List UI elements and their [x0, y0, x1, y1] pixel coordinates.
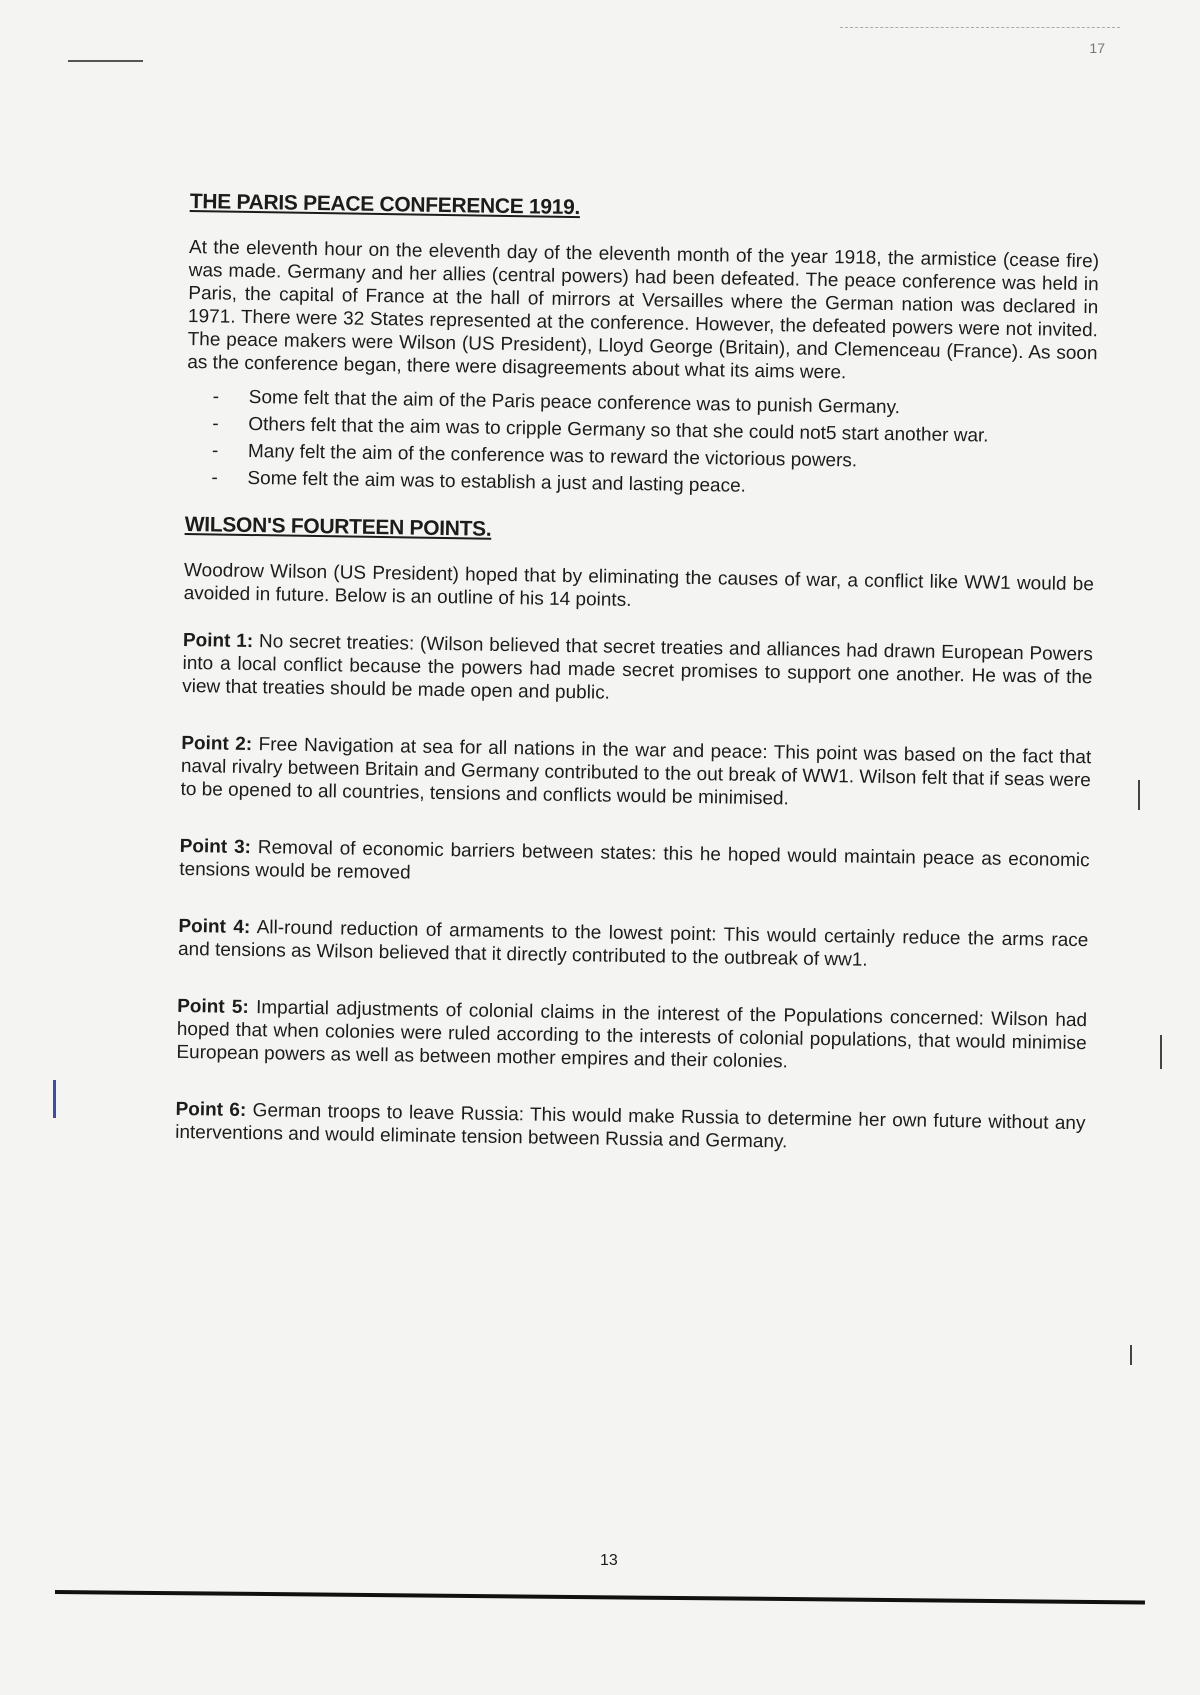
point-text: Free Navigation at sea for all nations in the war and peace: This point was based on the fact that naval rivalry between Britain and Germany contributed to the out break of WW1. Wilson felt that if seas were to be opened to all countries, tensions and conflicts would be minimised. [180, 734, 1092, 810]
margin-ink-mark [1160, 1035, 1162, 1069]
conference-aims-list [211, 386, 1097, 503]
dash-bullet: - [211, 467, 218, 489]
point-label: Point 1: [182, 629, 254, 653]
aim-text: Others felt that the aim was to cripple Germany so that she could not5 start another war. [248, 413, 989, 447]
point-label: Point 6: [175, 1098, 247, 1121]
top-dashed-line [840, 27, 1120, 28]
margin-ink-mark [1130, 1345, 1132, 1365]
point-1-paragraph [182, 629, 1093, 712]
page-content [174, 190, 1099, 1192]
point-text: No secret treaties: (Wilson believed that secret treaties and alliances had drawn European Powers into a local conflict because the powers had made secret promises to support one another. He was of the view that treaties should be made open and public. [182, 631, 1093, 704]
footer-page-number: 13 [600, 1552, 618, 1569]
fourteen-points-intro: Woodrow Wilson (US President) hoped that by eliminating the causes of war, a conflict like WW1 would be avoided in future. Below is an outline of his 14 points. [183, 559, 1095, 611]
section-title-paris-conference: THE PARIS PEACE CONFERENCE 1919. [189, 190, 581, 220]
point-text: German troops to leave Russia: This would make Russia to determine her own future without any interventions and would eliminate tension between Russia and Germany. [175, 1100, 1086, 1153]
point-label: Point 3: [179, 835, 252, 859]
margin-ink-mark [1138, 780, 1140, 810]
paris-conference-intro: At the eleventh hour on the eleventh day of the eleventh month of the year 1918, the armistice (cease fire) was made. Germany and her allies (central powers) had been defeated. The peace conference was held in Paris, the capital of France at the hall of mirrors at Versailles where the German nation was declared in 1971. There were 32 States represented at the conference. However, the defeated powers were not invited. The peace makers were Wilson (US President), Lloyd George (Britain), and Clemenceau (France). As soon as the conference began, there were disagreements about what its aims were. [187, 236, 1100, 384]
point-text: Removal of economic barriers between states: this he hoped would maintain peace as economic tensions would be removed [179, 837, 1090, 884]
point-label: Point 4: [178, 915, 251, 939]
aim-text: Some felt the aim was to establish a just and lasting peace. [247, 467, 747, 497]
dash-bullet: - [212, 386, 220, 408]
point-text: All-round reduction of armaments to the lowest point: This would certainly reduce the arms race and tensions as Wilson believed that it directly contributed to the outbreak of ww1. [177, 917, 1089, 971]
top-page-number: 17 [1089, 40, 1105, 56]
dash-bullet: - [212, 413, 219, 435]
point-3-paragraph [179, 835, 1090, 895]
section-title-fourteen-points: WILSON'S FOURTEEN POINTS. [184, 512, 492, 541]
point-text: Impartial adjustments of colonial claims in the interest of the Populations concerned: Wilson had hoped that when colonies were ruled according to the interests of colonial populations, that would minimise European powers as well as between mother empires and their colonies. [176, 997, 1088, 1073]
point-label: Point 5: [177, 995, 249, 1019]
point-6-paragraph [175, 1098, 1086, 1158]
aim-text: Some felt that the aim of the Paris peace conference was to punish Germany. [248, 386, 901, 419]
margin-ink-mark [53, 1080, 56, 1118]
corner-scribble [68, 60, 143, 62]
aim-text: Many felt the aim of the conference was to reward the victorious powers. [247, 440, 858, 472]
point-4-paragraph [178, 915, 1089, 975]
footer-rule [55, 1590, 1145, 1604]
point-2-paragraph [180, 732, 1091, 815]
dash-bullet: - [211, 440, 219, 462]
point-5-paragraph [176, 995, 1087, 1078]
point-label: Point 2: [181, 732, 253, 756]
